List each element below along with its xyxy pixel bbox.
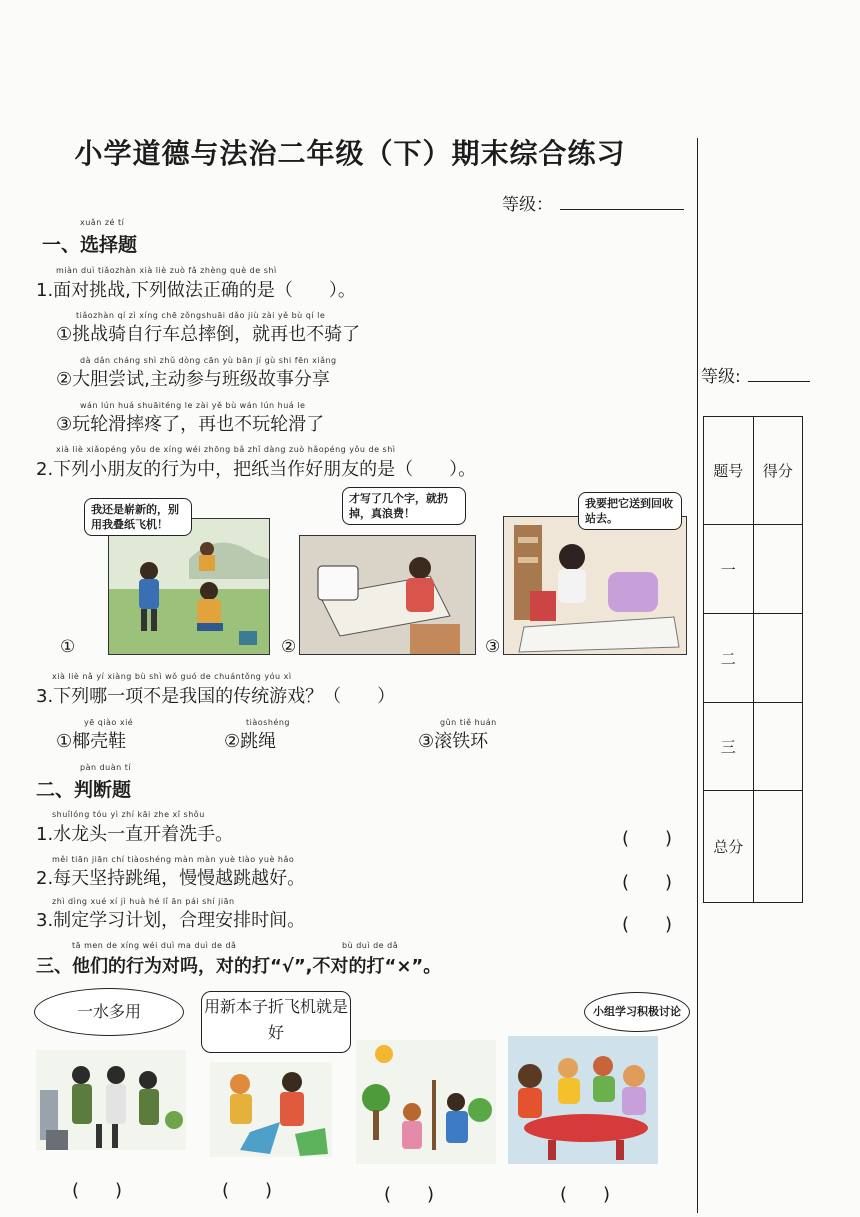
score-row-label: 二 xyxy=(704,614,754,703)
binding-divider xyxy=(697,138,698,1213)
scene-2-speech-bubble: 用新本子折飞机就是好 xyxy=(201,991,351,1053)
scene-4-answer[interactable]: ( ) xyxy=(560,1184,611,1205)
judge-pinyin: zhì dìng xué xí jì huà hé lǐ ān pái shí jiān xyxy=(52,897,235,906)
q1-text: 1.面对挑战,下列做法正确的是（ ）。 xyxy=(36,280,356,301)
q1-option-1[interactable]: ①挑战骑自行车总摔倒，就再也不骑了 xyxy=(56,324,361,345)
scene-4-speech-bubble: 小组学习积极讨论 xyxy=(584,992,690,1032)
section2-pinyin: pàn duàn tí xyxy=(80,763,132,772)
score-row-label: 三 xyxy=(704,703,754,791)
q3-pinyin: xià liè nǎ yí xiàng bù shì wǒ guó de chuántǒng yóu xì xyxy=(52,672,292,681)
scene-3-picture xyxy=(356,1040,496,1164)
section1-pinyin: xuǎn zé tí xyxy=(80,218,125,227)
q3-option-pinyin: gǔn tiě huán xyxy=(440,718,497,727)
q1-option-3[interactable]: ③玩轮滑摔疼了，再也不玩轮滑了 xyxy=(56,414,325,435)
judge-pinyin: měi tiān jiān chí tiàoshéng màn màn yuè tiào yuè hǎo xyxy=(52,855,295,864)
q1-option-pinyin: wán lún huá shuāiténg le zài yě bù wán lún huá le xyxy=(80,401,306,410)
scene-2-answer[interactable]: ( ) xyxy=(222,1180,273,1201)
picture-2-speech-bubble: 才写了几个字，就扔掉，真浪费！ xyxy=(342,487,466,525)
grade-blank[interactable] xyxy=(560,209,684,210)
section3-heading: 三、他们的行为对吗，对的打“√”,不对的打“×”。 xyxy=(36,956,442,977)
scene-3-answer[interactable]: ( ) xyxy=(384,1184,435,1205)
picture-3-speech-bubble: 我要把它送到回收站去。 xyxy=(578,492,682,530)
picture-1-illustration xyxy=(109,519,269,654)
section2-heading: 二、判断题 xyxy=(36,779,132,801)
sidebar-grade-blank[interactable] xyxy=(748,381,810,382)
q1-option-2[interactable]: ②大胆尝试,主动参与班级故事分享 xyxy=(56,369,330,390)
section3-pinyin: bù duì de dǎ xyxy=(342,941,399,950)
picture-1 xyxy=(108,518,270,655)
scene-1-illustration xyxy=(36,1050,186,1150)
q1-option-pinyin: dà dǎn cháng shì zhǔ dòng cān yù bān jí gù shi fēn xiǎng xyxy=(80,356,337,365)
scene-4-illustration xyxy=(508,1036,658,1164)
picture-2 xyxy=(299,535,476,655)
judge-answer-2[interactable]: ( ) xyxy=(622,872,673,893)
scene-1-answer[interactable]: ( ) xyxy=(72,1180,123,1201)
picture-1-number: ① xyxy=(60,637,76,657)
picture-2-number: ② xyxy=(281,637,297,657)
score-table xyxy=(703,416,803,903)
score-header-score: 得分 xyxy=(753,417,803,525)
grade-label: 等级： xyxy=(502,195,553,215)
q2-text: 2.下列小朋友的行为中，把纸当作好朋友的是（ ）。 xyxy=(36,459,477,480)
q3-text: 3.下列哪一项不是我国的传统游戏？（ ） xyxy=(36,686,396,707)
sidebar-grade-label: 等级: xyxy=(701,367,741,387)
judge-item-3: 3.制定学习计划，合理安排时间。 xyxy=(36,910,306,931)
page-title: 小学道德与法治二年级（下）期末综合练习 xyxy=(74,137,626,170)
q2-pinyin: xià liè xiǎopéng yǒu de xíng wéi zhōng bǎ zhǐ dàng zuò hǎopéng yǒu de shì xyxy=(56,445,396,454)
score-row-label: 一 xyxy=(704,525,754,614)
picture-3 xyxy=(503,516,687,655)
scene-1-picture xyxy=(36,1050,186,1150)
score-header-number: 题号 xyxy=(704,417,754,525)
score-cell[interactable] xyxy=(753,525,803,614)
q1-option-pinyin: tiǎozhàn qí zì xíng chē zǒngshuāi dǎo jiù zài yě bù qí le xyxy=(76,311,326,320)
scene-3-illustration xyxy=(356,1040,496,1164)
score-cell[interactable] xyxy=(753,791,803,903)
q1-pinyin: miàn duì tiǎozhàn xià liè zuò fǎ zhèng què de shì xyxy=(56,266,277,275)
picture-2-illustration xyxy=(300,536,475,654)
score-cell[interactable] xyxy=(753,614,803,703)
judge-item-1: 1.水龙头一直开着洗手。 xyxy=(36,824,234,845)
scene-2-picture xyxy=(210,1062,332,1157)
judge-answer-3[interactable]: ( ) xyxy=(622,914,673,935)
score-row-label: 总分 xyxy=(704,791,754,903)
picture-3-number: ③ xyxy=(485,637,501,657)
q3-option-pinyin: yē qiào xié xyxy=(84,718,134,727)
score-cell[interactable] xyxy=(753,703,803,791)
section3-pinyin: tā men de xíng wéi duì ma duì de dǎ xyxy=(72,941,237,950)
picture-3-illustration xyxy=(504,517,686,654)
scene-2-illustration xyxy=(210,1062,332,1157)
q3-option-2[interactable]: ②跳绳 xyxy=(224,731,277,752)
q3-option-pinyin: tiàoshéng xyxy=(246,718,290,727)
q3-option-1[interactable]: ①椰壳鞋 xyxy=(56,731,127,752)
judge-answer-1[interactable]: ( ) xyxy=(622,828,673,849)
judge-pinyin: shuǐlóng tóu yì zhí kāi zhe xǐ shǒu xyxy=(52,810,205,819)
scene-4-picture xyxy=(508,1036,658,1164)
scene-1-speech-bubble: 一水多用 xyxy=(34,988,184,1036)
q3-option-3[interactable]: ③滚铁环 xyxy=(418,731,489,752)
section1-heading: 一、选择题 xyxy=(42,234,138,256)
judge-item-2: 2.每天坚持跳绳，慢慢越跳越好。 xyxy=(36,868,306,889)
picture-1-speech-bubble: 我还是崭新的，别用我叠纸飞机！ xyxy=(84,498,192,536)
